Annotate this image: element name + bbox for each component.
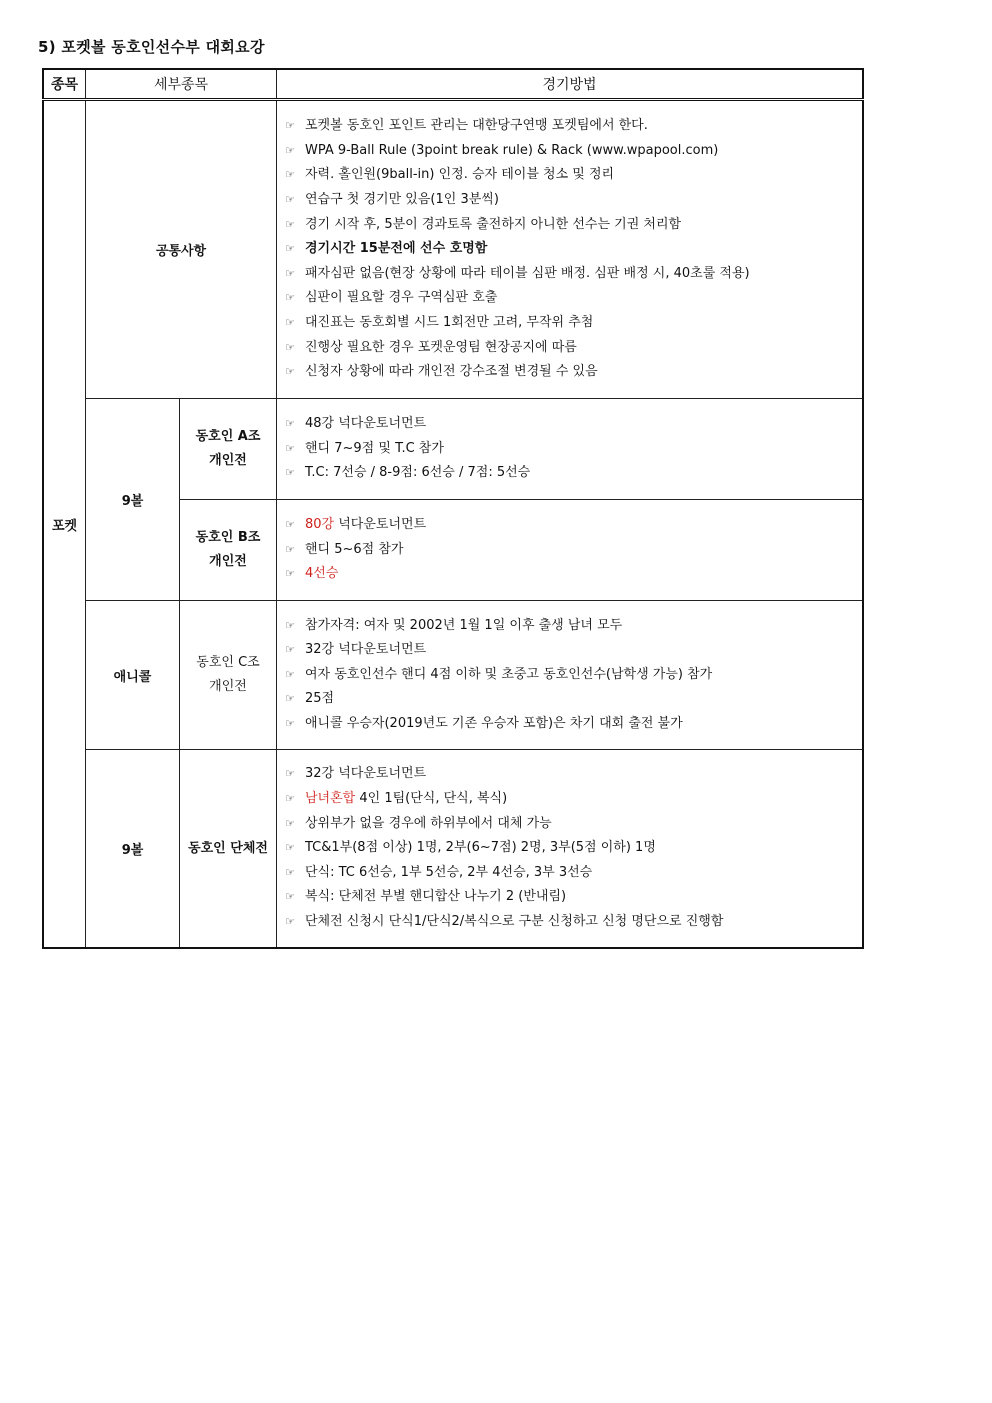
group-c-label: 동호인 C조 개인전 (180, 601, 277, 750)
list-item: ☞ 진행상 필요한 경우 포켓운영팀 현장공지에 따름 (285, 336, 854, 361)
list-item: ☞ 경기 시작 후, 5분이 경과토록 출전하지 아니한 선수는 기권 처리함 (285, 213, 854, 238)
list-item: ☞ 32강 넉다운토너먼트 (285, 762, 854, 787)
pointing-hand-icon: ☞ (285, 518, 295, 532)
annikol-label: 애니콜 (86, 601, 180, 750)
list-item: ☞ 48강 넉다운토너먼트 (285, 412, 854, 437)
list-item: ☞ 남녀혼합 4인 1팀(단식, 단식, 복식) (285, 787, 854, 812)
group-c-rules-cell (277, 601, 864, 750)
list-item: ☞ 25점 (285, 687, 854, 712)
team-rules-cell (277, 750, 864, 949)
pointing-hand-icon: ☞ (285, 417, 295, 431)
pointing-hand-icon: ☞ (285, 890, 295, 904)
pointing-hand-icon: ☞ (285, 266, 295, 280)
pointing-hand-icon: ☞ (285, 315, 295, 329)
list-item: ☞ 단식: TC 6선승, 1부 5선승, 2부 4선승, 3부 3선승 (285, 861, 854, 886)
group-b-label: 동호인 B조 개인전 (180, 500, 277, 601)
list-item: ☞ WPA 9-Ball Rule (3point break rule) & Rack (www.wpapool.com) (285, 139, 854, 164)
list-item: ☞ 핸디 5~6점 참가 (285, 538, 854, 563)
group-b-rules-cell (277, 500, 864, 601)
list-item: ☞ 심판이 필요할 경우 구역심판 호출 (285, 286, 854, 311)
list-item: ☞ 복식: 단체전 부별 핸디합산 나누기 2 (반내림) (285, 885, 854, 910)
table-row (43, 399, 863, 500)
pointing-hand-icon: ☞ (285, 841, 295, 855)
list-item: ☞ 32강 넉다운토너먼트 (285, 638, 854, 663)
pointing-hand-icon: ☞ (285, 441, 295, 455)
pointing-hand-icon: ☞ (285, 466, 295, 480)
table-row (43, 750, 863, 949)
team-nine-ball-label: 9볼 (86, 750, 180, 949)
pointing-hand-icon: ☞ (285, 643, 295, 657)
team-sub-label: 동호인 단체전 (180, 750, 277, 949)
pointing-hand-icon: ☞ (285, 816, 295, 830)
group-a-rules-list (285, 412, 854, 486)
header-method: 경기방법 (277, 69, 864, 100)
group-b-rules-list (285, 513, 854, 587)
pointing-hand-icon: ☞ (285, 567, 295, 581)
pointing-hand-icon: ☞ (285, 667, 295, 681)
list-item: ☞ T.C: 7선승 / 8-9점: 6선승 / 7점: 5선승 (285, 461, 854, 486)
pointing-hand-icon: ☞ (285, 865, 295, 879)
pointing-hand-icon: ☞ (285, 792, 295, 806)
list-item: ☞ 패자심판 없음(현장 상황에 따라 테이블 심판 배정. 심판 배정 시, 40초룰 적용) (285, 262, 854, 287)
pointing-hand-icon: ☞ (285, 143, 295, 157)
pointing-hand-icon: ☞ (285, 542, 295, 556)
common-rules-cell (277, 100, 864, 399)
group-a-label: 동호인 A조 개인전 (180, 399, 277, 500)
header-event: 종목 (43, 69, 86, 100)
list-item: ☞ 참가자격: 여자 및 2002년 1월 1일 이후 출생 남녀 모두 (285, 614, 854, 639)
table-header-row (43, 69, 863, 100)
pointing-hand-icon: ☞ (285, 291, 295, 305)
list-item: ☞ 자력. 홀인원(9ball-in) 인정. 승자 테이블 청소 및 정리 (285, 163, 854, 188)
pointing-hand-icon: ☞ (285, 340, 295, 354)
pointing-hand-icon: ☞ (285, 365, 295, 379)
common-label: 공통사항 (86, 100, 277, 399)
pointing-hand-icon: ☞ (285, 168, 295, 182)
event-name-cell: 포켓 (43, 100, 86, 949)
pointing-hand-icon: ☞ (285, 119, 295, 133)
pointing-hand-icon: ☞ (285, 193, 295, 207)
header-sub-event: 세부종목 (86, 69, 277, 100)
list-item: ☞ 단체전 신청시 단식1/단식2/복식으로 구분 신청하고 신청 명단으로 진행함 (285, 910, 854, 935)
list-item: ☞ 포켓볼 동호인 포인트 관리는 대한당구연맹 포켓팀에서 한다. (285, 114, 854, 139)
list-item: ☞ 핸디 7~9점 및 T.C 참가 (285, 437, 854, 462)
table-row (43, 100, 863, 399)
competition-rules-table (42, 68, 864, 949)
list-item: ☞ 애니콜 우승자(2019년도 기존 우승자 포함)은 차기 대회 출전 불가 (285, 712, 854, 737)
list-item: ☞ 신청자 상황에 따라 개인전 강수조절 변경될 수 있음 (285, 360, 854, 385)
page-title: 5) 포켓볼 동호인선수부 대회요강 (38, 38, 265, 56)
pointing-hand-icon: ☞ (285, 618, 295, 632)
list-item: ☞ 연습구 첫 경기만 있음(1인 3분씩) (285, 188, 854, 213)
list-item: ☞ 여자 동호인선수 핸디 4점 이하 및 초중고 동호인선수(남학생 가능) 참가 (285, 663, 854, 688)
pointing-hand-icon: ☞ (285, 217, 295, 231)
pointing-hand-icon: ☞ (285, 242, 295, 256)
list-item: ☞ 경기시간 15분전에 선수 호명함 (285, 237, 854, 262)
pointing-hand-icon: ☞ (285, 692, 295, 706)
team-rules-list (285, 762, 854, 934)
list-item: ☞ 대진표는 동호회별 시드 1회전만 고려, 무작위 추첨 (285, 311, 854, 336)
group-c-rules-list (285, 614, 854, 737)
nine-ball-label: 9볼 (86, 399, 180, 601)
group-a-rules-cell (277, 399, 864, 500)
pointing-hand-icon: ☞ (285, 767, 295, 781)
common-rules-list (285, 114, 854, 385)
list-item: ☞ TC&1부(8점 이상) 1명, 2부(6~7점) 2명, 3부(5점 이하) 1명 (285, 836, 854, 861)
pointing-hand-icon: ☞ (285, 716, 295, 730)
list-item: ☞ 4선승 (285, 562, 854, 587)
list-item: ☞ 상위부가 없을 경우에 하위부에서 대체 가능 (285, 812, 854, 837)
table-row (43, 601, 863, 750)
list-item: ☞ 80강 넉다운토너먼트 (285, 513, 854, 538)
pointing-hand-icon: ☞ (285, 914, 295, 928)
